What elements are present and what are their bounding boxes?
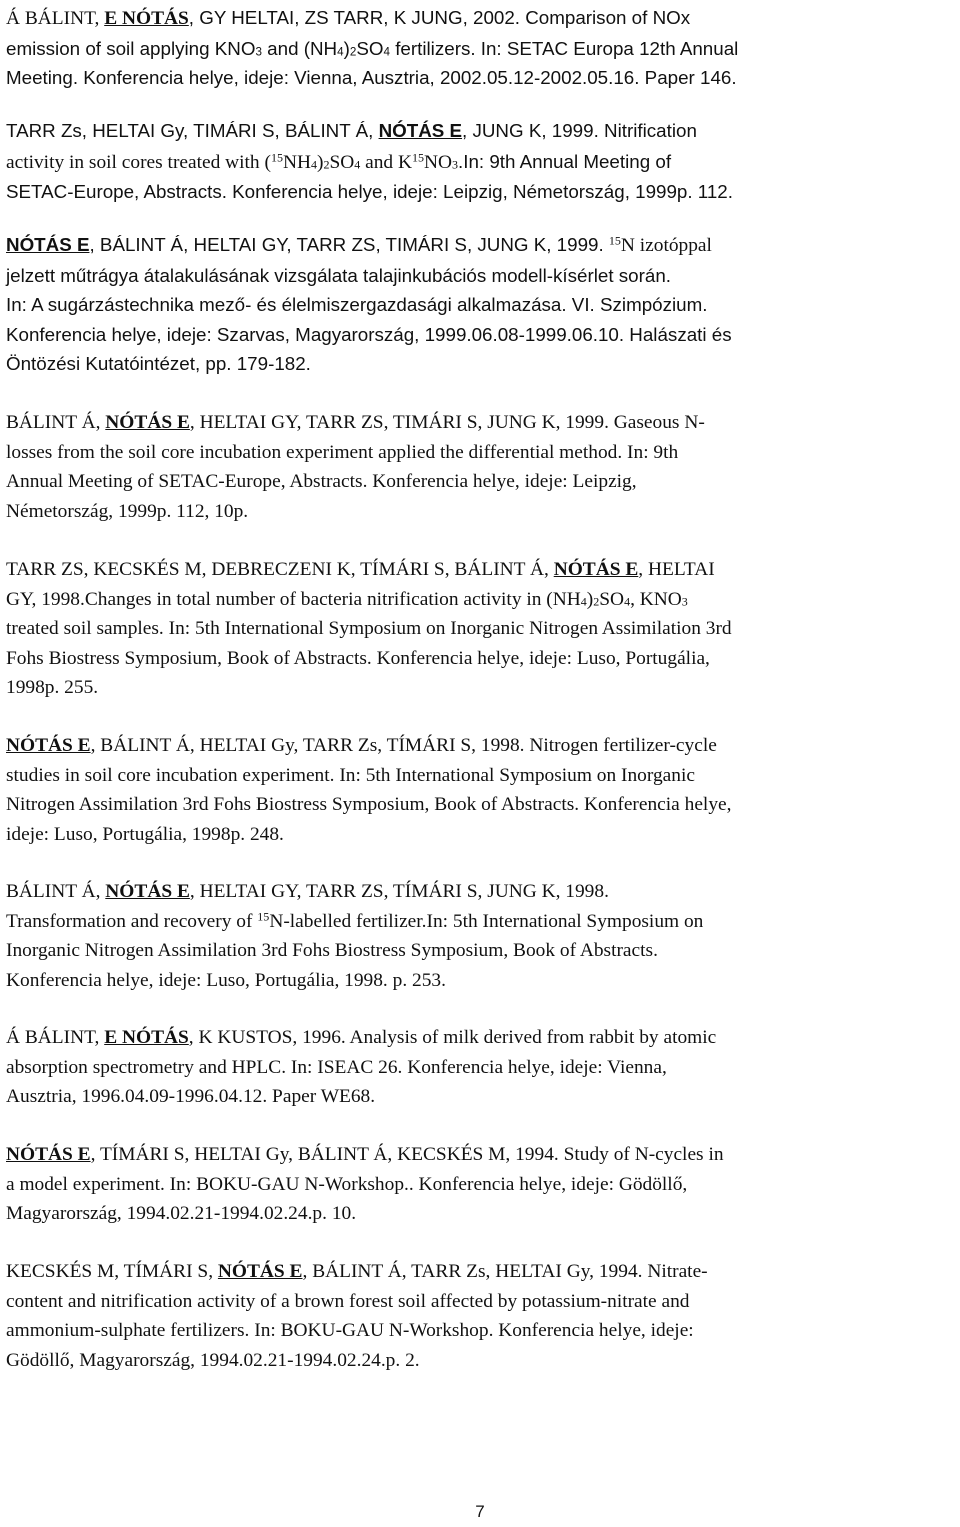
reference-text: N-labelled fertilizer.In: 5th International Symposium on [269, 910, 704, 932]
reference-line [6, 116, 956, 147]
reference-line: Konferencia helye, ideje: Luso, Portugália, 1998. p. 253. [6, 969, 446, 991]
reference-text: and (NH [261, 37, 338, 59]
superscript: 15 [608, 233, 621, 248]
reference-text: and K [360, 151, 412, 173]
reference-line [6, 907, 956, 937]
reference-entry [6, 116, 956, 207]
reference-entry [6, 731, 956, 849]
reference-entry [6, 3, 956, 93]
reference-line: losses from the soil core incubation experiment applied the differential method. In: 9th [6, 441, 679, 463]
reference-line [6, 147, 956, 178]
reference-text: , TÍMÁRI S, HELTAI Gy, BÁLINT Á, KECSKÉS M, 1994. Study of N-cycles in [90, 1144, 724, 1165]
reference-line: Konferencia helye, ideje: Szarvas, Magyarország, 1999.06.08-1999.06.10. Halászati és [6, 323, 732, 345]
reference-text: , JUNG K, 1999. Nitrification [462, 120, 697, 141]
self-author-name: NÓTÁS E [217, 1261, 303, 1282]
reference-text: ) [316, 151, 324, 173]
subscript: 2 [349, 45, 357, 59]
self-author-name: NÓTÁS E [6, 735, 91, 756]
reference-text: , GY HELTAI, ZS TARR, K JUNG, 2002. Comparison of NOx [188, 7, 691, 28]
reference-line: ideje: Luso, Portugália, 1998p. 248. [6, 823, 284, 845]
superscript: 15 [411, 149, 424, 164]
reference-authors: BÁLINT Á, [6, 881, 106, 902]
reference-line: treated soil samples. In: 5th International Symposium on Inorganic Nitrogen Assimilation 3rd [6, 618, 732, 640]
reference-text: fertilizers. In: SETAC Europa 12th Annual [389, 37, 739, 59]
reference-line: absorption spectrometry and HPLC. In: ISEAC 26. Konferencia helye, ideje: Vienna, [6, 1056, 667, 1078]
reference-authors: Á BÁLINT, [6, 8, 105, 29]
reference-entry [6, 877, 956, 995]
self-author-name: E NÓTÁS [104, 1027, 189, 1048]
subscript: 4 [383, 45, 390, 59]
self-author-name: NÓTÁS E [378, 120, 463, 141]
reference-text: SO [599, 588, 625, 610]
subscript: 2 [323, 157, 330, 172]
reference-line: ammonium-sulphate fertilizers. In: BOKU-GAU N-Workshop. Konferencia helye, ideje: [6, 1320, 694, 1342]
reference-line [6, 555, 956, 585]
reference-authors: TARR ZS, KECSKÉS M, DEBRECZENI K, TÍMÁRI S, BÁLINT Á, [6, 559, 554, 580]
reference-text: emission of soil applying KNO [6, 37, 256, 59]
reference-text: Transformation and recovery of [6, 910, 258, 932]
self-author-name: NÓTÁS E [105, 412, 190, 433]
reference-text: SO [329, 151, 355, 173]
subscript: 3 [681, 594, 688, 609]
reference-line: Inorganic Nitrogen Assimilation 3rd Fohs Biostress Symposium, Book of Abstracts. [6, 940, 658, 962]
reference-text: , KNO [630, 588, 682, 610]
reference-authors: TARR Zs, HELTAI Gy, TIMÁRI S, BÁLINT Á, [6, 120, 379, 141]
reference-line [6, 34, 956, 64]
reference-entry [6, 1257, 956, 1375]
reference-entry [6, 1140, 956, 1229]
subscript: 3 [452, 157, 459, 172]
reference-line [6, 3, 956, 34]
self-author-name: E NÓTÁS [104, 8, 189, 29]
reference-line: Meeting. Konferencia helye, ideje: Vienna, Ausztria, 2002.05.12-2002.05.16. Paper 146. [6, 67, 737, 89]
reference-line: Fohs Biostress Symposium, Book of Abstracts. Konferencia helye, ideje: Luso, Portugália, [6, 647, 710, 669]
reference-line: SETAC-Europe, Abstracts. Konferencia helye, ideje: Leipzig, Németország, 1999p. 112. [6, 181, 733, 203]
reference-text: , K KUSTOS, 1996. Analysis of milk derived from rabbit by atomic [188, 1027, 717, 1048]
reference-text: NH [282, 151, 311, 173]
reference-authors: BÁLINT Á, [6, 412, 106, 433]
reference-text: ) [343, 37, 350, 59]
reference-entry [6, 408, 956, 526]
reference-line [6, 1257, 956, 1287]
reference-entry [6, 230, 956, 379]
subscript: 4 [580, 594, 587, 609]
reference-line: studies in soil core incubation experiment. In: 5th International Symposium on Inorganic [6, 764, 695, 786]
reference-line [6, 1023, 956, 1053]
reference-text: , HELTAI [638, 559, 715, 580]
subscript: 3 [255, 45, 262, 59]
reference-line: jelzett műtrágya átalakulásának vizsgálata talajinkubációs modell-kísérlet során. [6, 264, 671, 286]
subscript: 4 [337, 45, 344, 59]
reference-text: , BÁLINT Á, HELTAI Gy, TARR Zs, TÍMÁRI S, 1998. Nitrogen fertilizer-cycle [90, 735, 717, 756]
self-author-name: NÓTÁS E [553, 559, 639, 580]
reference-line: Annual Meeting of SETAC-Europe, Abstracts. Konferencia helye, ideje: Leipzig, [6, 471, 637, 493]
reference-line: content and nitrification activity of a brown forest soil affected by potassium-nitrate and [6, 1290, 690, 1312]
reference-line [6, 877, 956, 907]
reference-line: Magyarország, 1994.02.21-1994.02.24.p. 10. [6, 1203, 357, 1225]
reference-line: 1998p. 255. [6, 677, 99, 699]
reference-text: ) [586, 588, 594, 610]
reference-text: NO [424, 151, 453, 173]
reference-line [6, 1140, 956, 1170]
reference-text: GY, 1998.Changes in total number of bacteria nitrification activity in (NH [6, 588, 581, 610]
reference-text: .In: 9th Annual Meeting of [458, 150, 672, 172]
subscript: 2 [593, 594, 600, 609]
reference-entry [6, 555, 956, 703]
superscript: 15 [270, 149, 283, 164]
reference-line [6, 731, 956, 761]
subscript: 4 [624, 594, 631, 609]
reference-line: In: A sugárzástechnika mező- és élelmiszergazdasági alkalmazása. VI. Szimpózium. [6, 294, 708, 316]
reference-text: N izotóppal [620, 235, 712, 256]
superscript: 15 [257, 908, 270, 923]
reference-authors: KECSKÉS M, TÍMÁRI S, [6, 1261, 218, 1282]
reference-line: a model experiment. In: BOKU-GAU N-Workshop.. Konferencia helye, ideje: Gödöllő, [6, 1173, 688, 1195]
reference-authors: Á BÁLINT, [6, 1027, 105, 1048]
reference-line: Öntözési Kutatóintézet, pp. 179-182. [6, 353, 311, 375]
reference-line [6, 230, 956, 261]
self-author-name: NÓTÁS E [6, 234, 90, 255]
page-number: 7 [475, 1502, 485, 1521]
reference-line [6, 585, 956, 615]
self-author-name: NÓTÁS E [105, 881, 190, 902]
reference-line: Gödöllő, Magyarország, 1994.02.21-1994.02.24.p. 2. [6, 1349, 420, 1371]
reference-text: , HELTAI GY, TARR ZS, TIMÁRI S, JUNG K, 1999. Gaseous N- [189, 412, 705, 433]
reference-text: , BÁLINT Á, TARR Zs, HELTAI Gy, 1994. Nitrate- [302, 1261, 708, 1282]
subscript: 4 [354, 157, 361, 172]
reference-entry [6, 1023, 956, 1112]
reference-line [6, 408, 956, 438]
reference-line: Nitrogen Assimilation 3rd Fohs Biostress Symposium, Book of Abstracts. Konferencia helye, [6, 794, 732, 816]
reference-line: Németország, 1999p. 112, 10p. [6, 500, 249, 522]
subscript: 4 [310, 157, 317, 172]
reference-text: , BÁLINT Á, HELTAI GY, TARR ZS, TIMÁRI S, JUNG K, 1999. [89, 234, 609, 255]
reference-line: Ausztria, 1996.04.09-1996.04.12. Paper WE68. [6, 1086, 376, 1108]
reference-text: activity in soil cores treated with ( [6, 151, 271, 173]
self-author-name: NÓTÁS E [6, 1144, 91, 1165]
reference-text: , HELTAI GY, TARR ZS, TÍMÁRI S, JUNG K, 1998. [189, 881, 609, 902]
reference-text: SO [356, 37, 384, 59]
